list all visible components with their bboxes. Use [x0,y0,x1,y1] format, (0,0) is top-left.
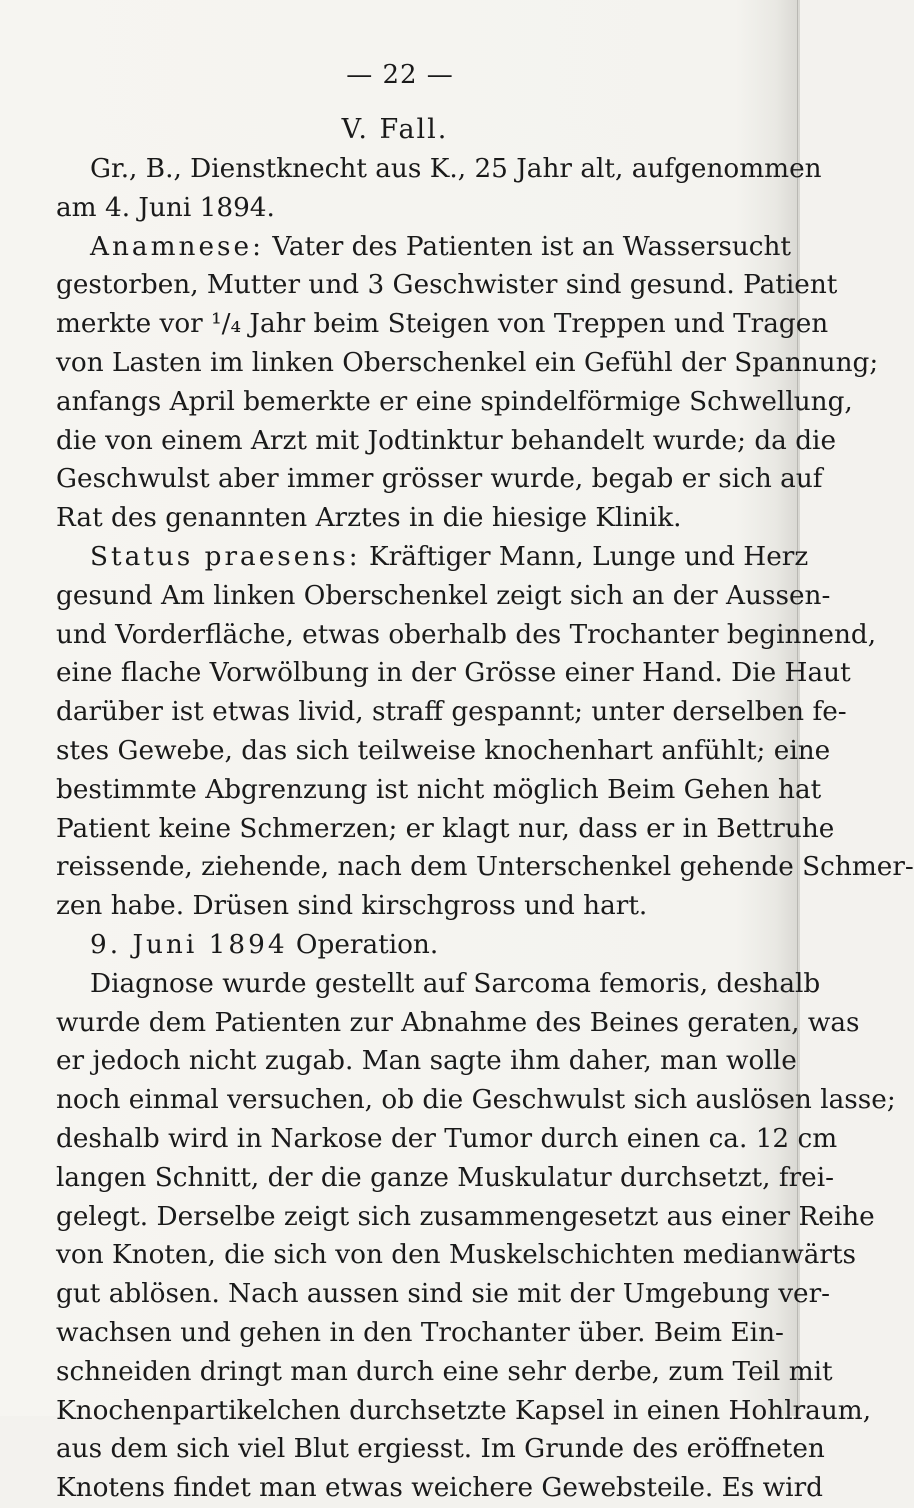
text-run: Knochenpartikelchen durchsetzte Kapsel in einen Hohlraum, [56,1395,872,1426]
text-run: und Vorderfläche, etwas oberhalb des Trochanter beginnend, [56,619,877,650]
text-line [56,654,851,693]
section-label: Status praesens: [90,541,361,572]
text-run: gestorben, Mutter und 3 Geschwister sind gesund. Patient [56,270,838,301]
text-run: gesund Am linken Oberschenkel zeigt sich an der Aussen- [56,580,831,611]
text-line [56,887,772,926]
text-run: Knotens findet man etwas weichere Gewebsteile. Es wird [56,1473,823,1504]
text-line [56,1392,872,1431]
text-line [56,266,838,305]
text-run: anfangs April bemerkte er eine spindelförmige Schwellung, [56,386,853,417]
text-line [56,616,877,655]
page-number: — 22 — [346,60,454,90]
text-line [56,771,822,810]
text-run: stes Gewebe, das sich teilweise knochenhart anfühlt; eine [56,735,831,766]
text-run: bestimmte Abgrenzung ist nicht möglich Beim Gehen hat [56,774,822,805]
text-run: gelegt. Derselbe zeigt sich zusammengesetzt aus einer Reihe [56,1201,875,1232]
text-run: Vater des Patienten ist an Wassersucht [263,231,791,262]
text-run: eine flache Vorwölbung in der Grösse einer Hand. Die Haut [56,658,851,689]
text-run: wachsen und gehen in den Trochanter über. Beim Ein- [56,1317,784,1348]
text-run: er jedoch nicht zugab. Man sagte ihm daher, man wolle [56,1046,797,1077]
text-line [56,1236,857,1275]
text-run: am 4. Juni 1894. [56,192,275,223]
text-run: noch einmal versuchen, ob die Geschwulst sich auslösen lasse; [56,1085,896,1116]
text-run: von Lasten im linken Oberschenkel ein Gefühl der Spannung; [56,347,879,378]
text-line [56,810,835,849]
text-line [56,693,847,732]
text-line [56,965,821,1004]
text-run: schneiden dringt man durch eine sehr derbe, zum Teil mit [56,1356,833,1387]
text-line [56,1469,823,1508]
text-line [56,1430,825,1469]
text-line [56,1275,831,1314]
text-run: Rat des genannten Arztes in die hiesige Klinik. [56,503,682,534]
text-line [56,732,831,771]
text-line [56,1120,838,1159]
text-run: aus dem sich viel Blut ergiesst. Im Grunde des eröffneten [56,1434,825,1465]
text-line [56,422,837,461]
text-line [56,460,823,499]
body-text [56,150,914,1508]
text-run: darüber ist etwas livid, straff gespannt; unter derselben fe- [56,697,847,728]
text-run: Diagnose wurde gestellt auf Sarcoma femoris, deshalb [90,968,821,999]
text-line [56,1159,834,1198]
text-line [56,499,772,538]
text-run: Gr., B., Dienstknecht aus K., 25 Jahr alt, aufgenommen [90,154,822,184]
text-run: deshalb wird in Narkose der Tumor durch einen ca. 12 cm [56,1123,838,1154]
text-run: von Knoten, die sich von den Muskelschichten medianwärts [56,1240,857,1271]
text-run: langen Schnitt, der die ganze Muskulatur durchsetzt, frei- [56,1162,834,1193]
text-run: merkte vor ¹/₄ Jahr beim Steigen von Treppen und Tragen [56,309,829,340]
section-label: Anamnese: [90,231,264,262]
text-run: die von einem Arzt mit Jodtinktur behandelt wurde; da die [56,425,837,456]
text-line [56,383,853,422]
text-line [56,577,831,616]
text-line [56,228,791,267]
text-line [56,1198,875,1237]
date-label: 9. Juni 1894 [90,929,288,960]
text-line [56,926,772,965]
text-run: Operation. [287,929,439,960]
text-line [56,1004,860,1043]
case-heading: V. Fall. [341,114,449,145]
text-line [56,1081,896,1120]
text-line [56,1353,833,1392]
text-line [56,189,772,228]
text-line [56,538,809,577]
text-run: wurde dem Patienten zur Abnahme des Beines geraten, was [56,1007,860,1038]
text-line [56,1314,784,1353]
text-line [56,848,914,887]
text-run: reissende, ziehende, nach dem Unterschenkel gehende Schmer- [56,852,914,883]
text-line [56,344,879,383]
text-line [56,1042,797,1081]
text-run: Geschwulst aber immer grösser wurde, begab er sich auf [56,464,823,495]
text-line [56,305,829,344]
text-run: gut ablösen. Nach aussen sind sie mit der Umgebung ver- [56,1279,831,1310]
text-run: zen habe. Drüsen sind kirschgross und hart. [56,891,648,922]
text-line [56,150,822,189]
text-run: Patient keine Schmerzen; er klagt nur, dass er in Bettruhe [56,813,835,844]
text-run: Kräftiger Mann, Lunge und Herz [360,541,809,572]
